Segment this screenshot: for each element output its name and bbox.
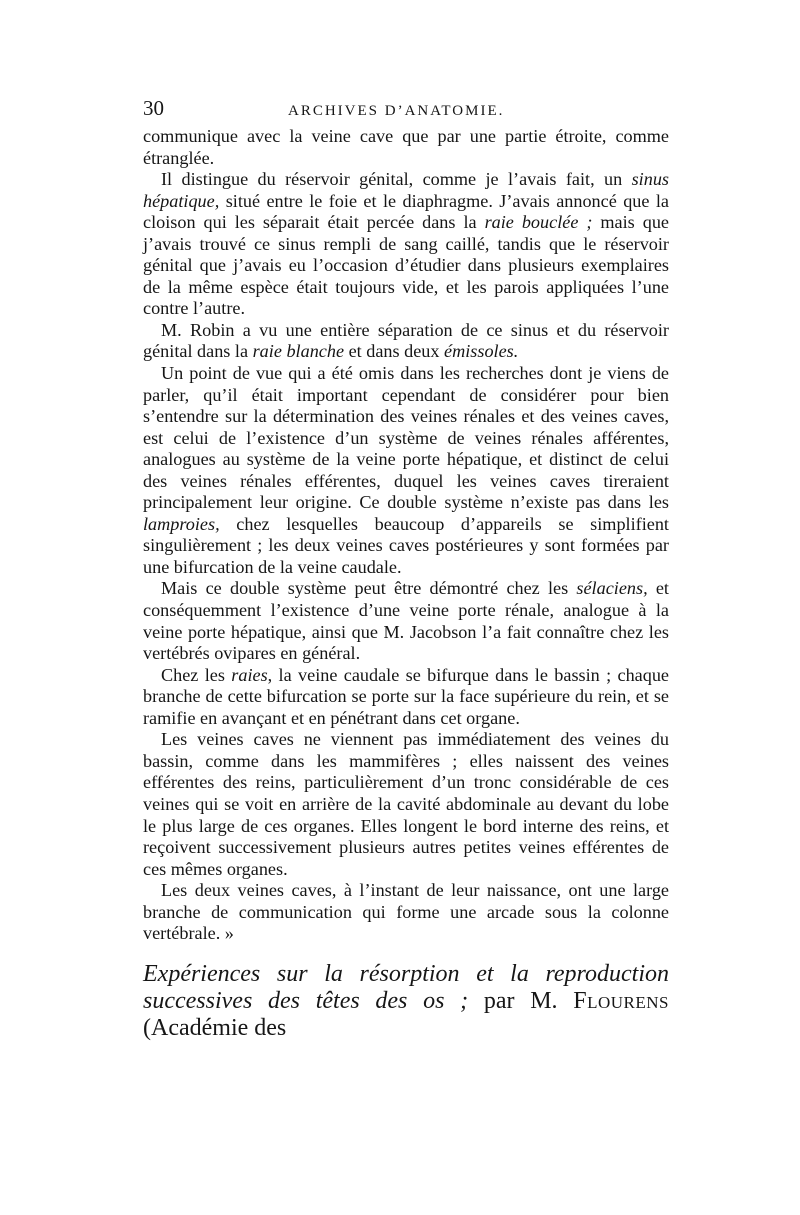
text-run: Chez les [161, 664, 232, 685]
text-run: communique avec la veine cave que par une partie étroite, comme étranglée. [143, 126, 669, 168]
text-run: Les veines caves ne viennent pas immédiatement des veines du bassin, comme dans les mammifères ; elles naissent des veines efférentes des reins, particulièrement d’un tronc considérable de ces veines qui se voit en arrière de la cavité abdominale au devant du lobe le plus large de ces organes. Elles longent le bord interne des reins, et reçoivent successivement plusieurs autres petites veines efférentes de ces mêmes organes. [143, 729, 669, 879]
text-run: et dans deux [344, 341, 445, 362]
italic-term: raies [231, 664, 268, 685]
paragraph-p6 [143, 665, 669, 730]
text-run: M. Robin a vu une entière séparation de ce sinus et du réservoir génital dans la [143, 319, 669, 362]
text-run: et conséquemment l’existence d’une veine porte rénale, analogue à la veine porte hépatique, ainsi que M. Jacobson l’a fait connaître chez les vertébrés ovipares en général. [143, 578, 669, 664]
page-number: 30 [143, 96, 164, 120]
italic-term: sinus hépatique, [143, 169, 669, 211]
paragraph-p4 [143, 363, 669, 578]
paragraph-p2 [143, 169, 669, 320]
text-run: Un point de vue qui a été omis dans les recherches dont je viens de parler, qu’il était important cependant de considérer pour bien s’entendre sur la détermination des veines rénales et des veines caves, est celui de l’existence d’un système de veines rénales afférentes, analogues au système de la veine porte hépatique, et distinct de celui des veines rénales efférentes, duquel les veines caves tireraient principalement leur origine. Ce double système n’existe pas dans les [143, 363, 669, 513]
body-text [143, 126, 669, 945]
italic-term: sélaciens, [576, 578, 648, 599]
section-by: par M. [468, 987, 574, 1014]
italic-term: émissoles. [444, 341, 519, 362]
text-run: chez lesquelles beaucoup d’appareils se simplifient singulièrement ; les deux veines caves postérieures y sont formées par une bifurcation de la veine caudale. [143, 513, 669, 577]
paragraph-p1 [143, 126, 669, 169]
section-heading [143, 961, 669, 1042]
text-run: Il distingue du réservoir génital, comme je l’avais fait, un [161, 169, 632, 190]
text-run: Mais ce double système peut être démontré chez les [161, 578, 577, 599]
text-run: Les deux veines caves, à l’instant de leur naissance, ont une large branche de communication qui forme une arcade sous la colonne vertébrale. » [143, 880, 669, 944]
page-header [143, 96, 669, 126]
text-run: , la veine caudale se bifurque dans le bassin ; chaque branche de cette bifurcation se porte sur la face supérieure du rein, et se ramifie en avançant et en pénétrant dans cet organe. [143, 664, 669, 728]
section-affiliation: (Académie des [143, 1014, 287, 1041]
running-head: ARCHIVES D’ANATOMIE. [288, 103, 505, 119]
paragraph-p5 [143, 578, 669, 664]
italic-term: lamproies, [143, 513, 220, 534]
text-run: mais que j’avais trouvé ce sinus rempli de sang caillé, tandis que le réservoir génital que j’avais eu l’occasion d’étudier dans plusieurs exemplaires de la même espèce était toujours vide, et les parois appliquées l’une contre l’autre. [143, 212, 669, 319]
page [143, 96, 669, 1042]
paragraph-p8 [143, 880, 669, 945]
paragraph-p3 [143, 320, 669, 363]
section-title: Expériences sur la résorption et la reproduction successives des têtes des os ; [143, 960, 669, 1014]
text-run: situé entre le foie et le diaphragme. J’avais annoncé que la cloison qui les séparait était percée dans la [143, 190, 669, 233]
section-author: Flourens [573, 987, 670, 1014]
italic-term: raie blanche [252, 341, 345, 362]
paragraph-p7 [143, 729, 669, 880]
italic-term: raie bouclée ; [484, 212, 593, 233]
